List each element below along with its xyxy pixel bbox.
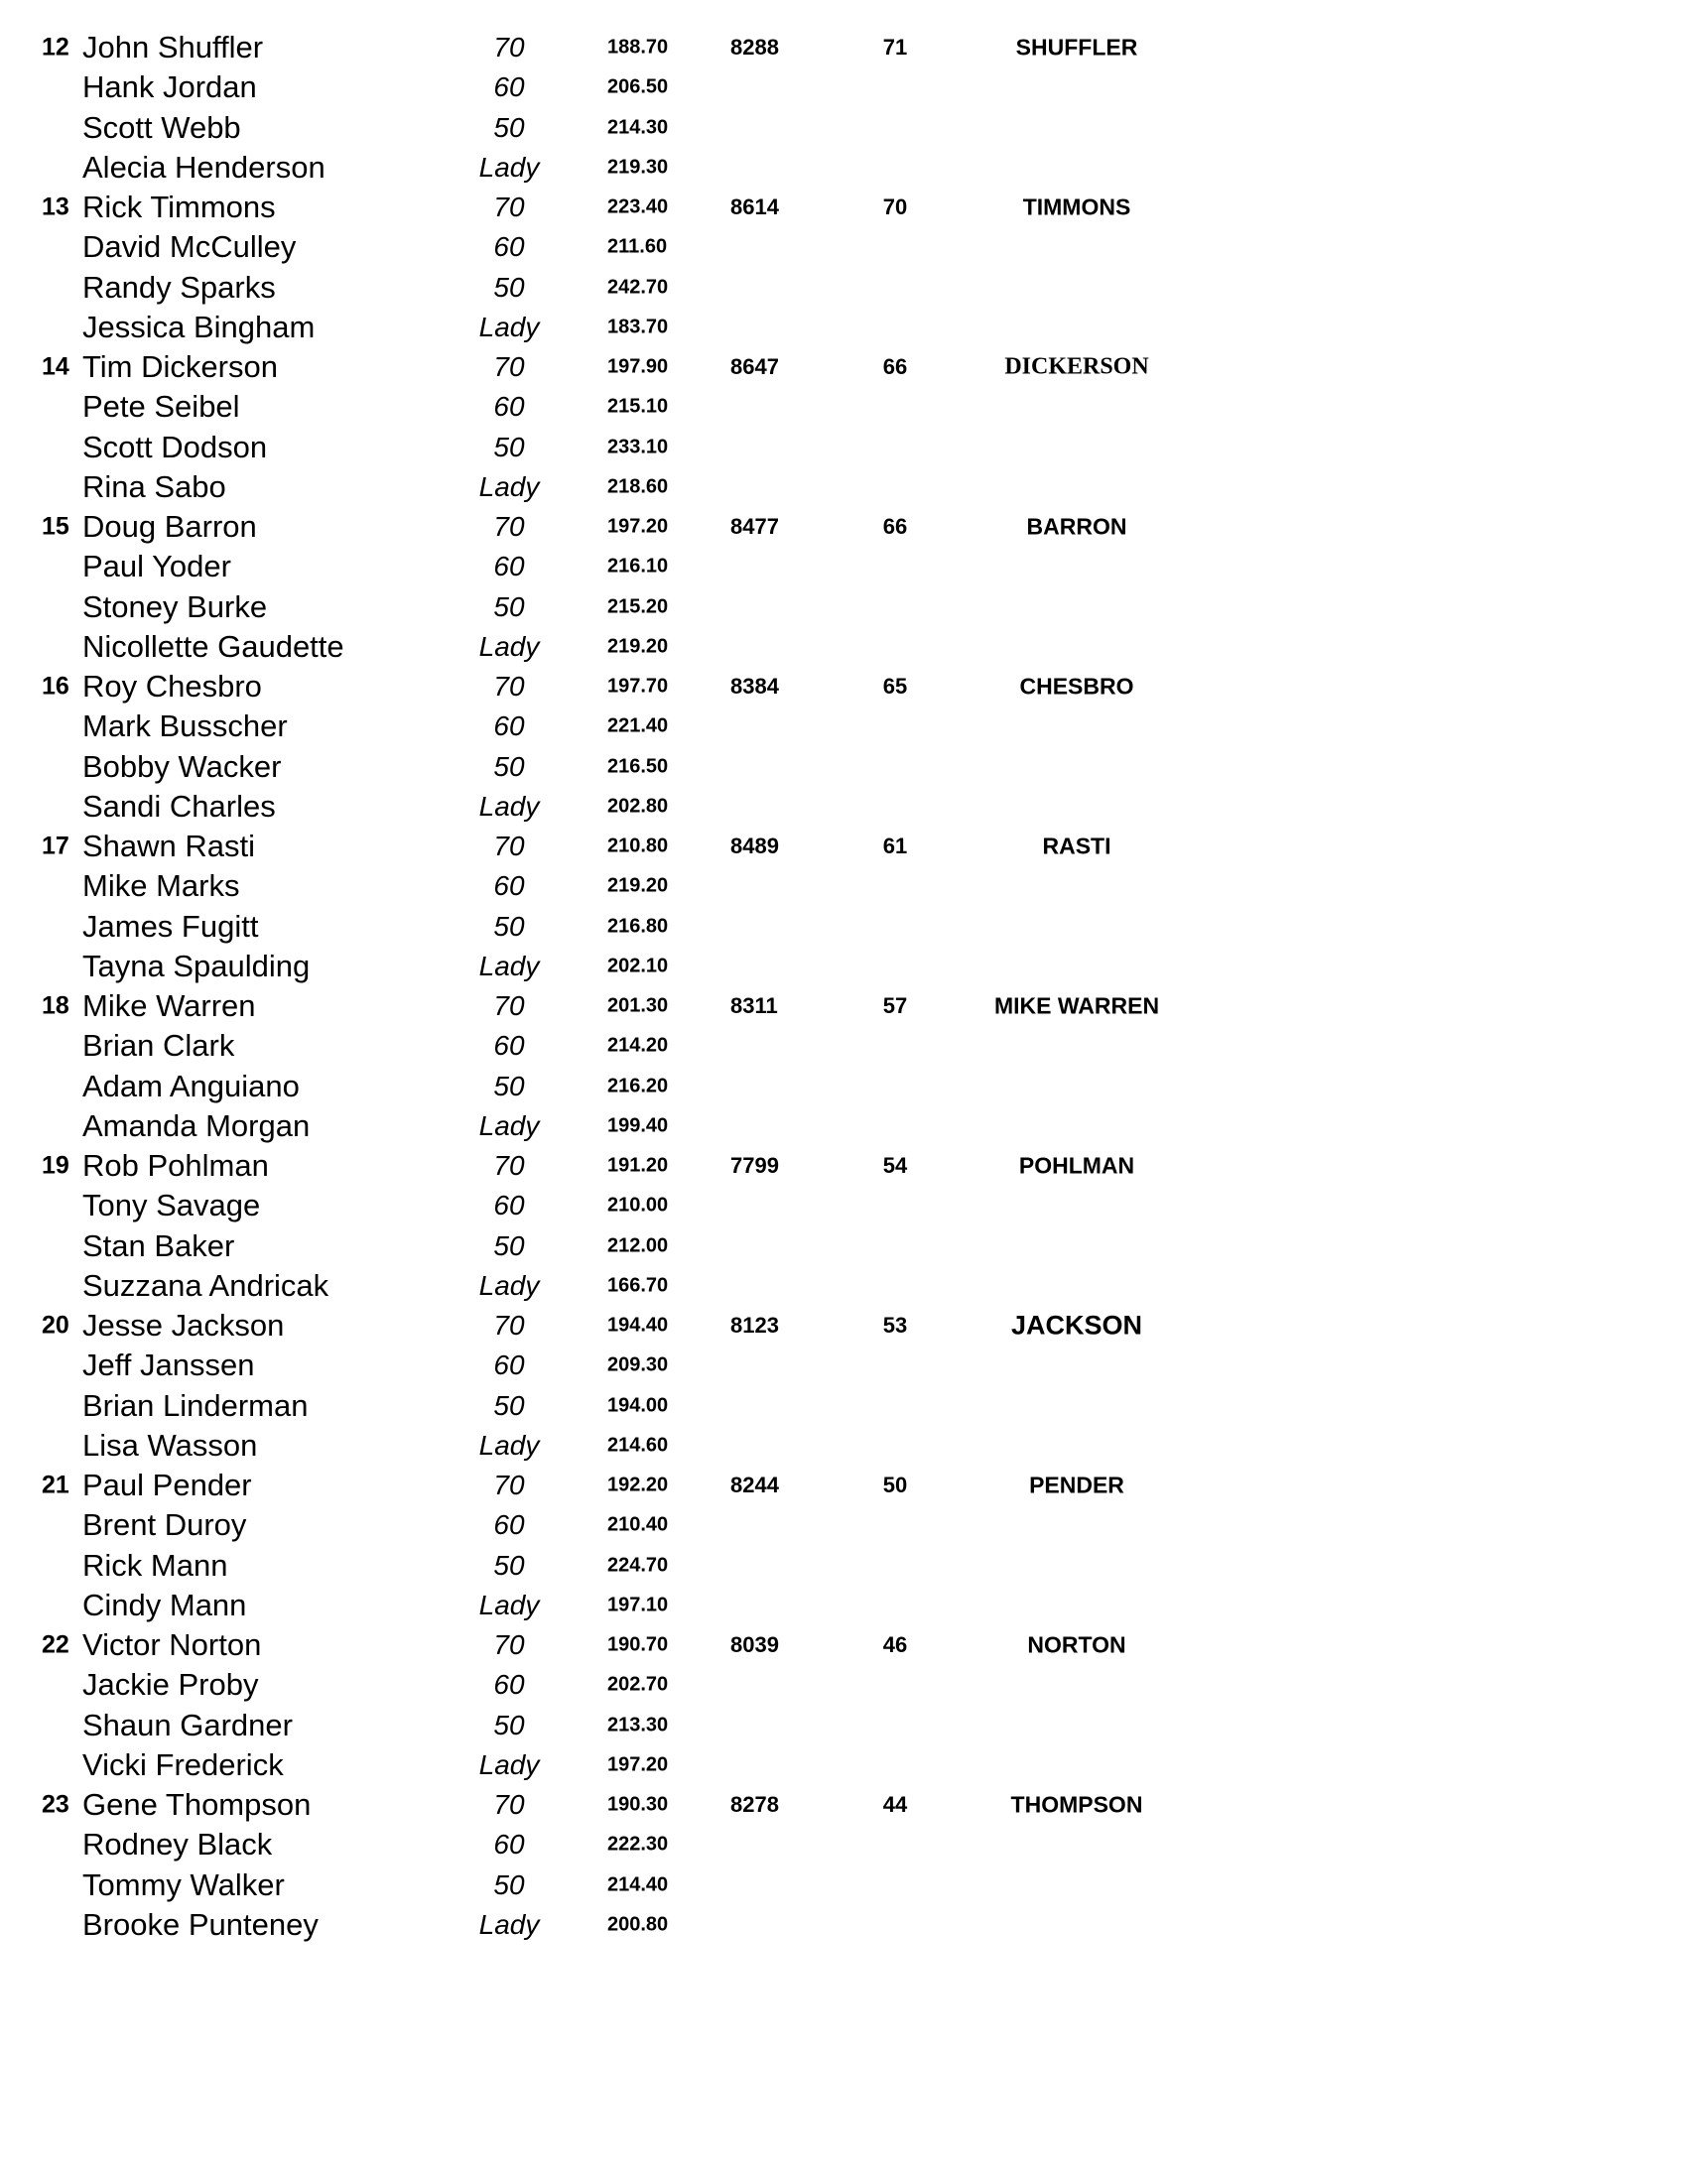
team-member-row [0,428,1687,467]
age-division: 60 [493,1829,525,1861]
age-division: 50 [493,1549,525,1581]
age-division: Lady [478,1429,540,1461]
team-total-pins: 8647 [730,354,779,380]
team-block [0,1306,1687,1466]
age-division: 70 [493,1310,525,1342]
bowler-name: Lisa Wasson [82,1427,258,1463]
team-rank: 18 [42,991,69,1020]
team-rank: 16 [42,672,69,701]
team-rank: 15 [42,512,69,541]
team-points: 50 [882,1473,908,1498]
bowler-average: 199.40 [607,1114,669,1137]
age-division: 60 [493,71,525,103]
age-division: Lady [478,630,540,662]
team-lead-row [0,667,1687,707]
team-lead-row [0,28,1687,67]
age-division: Lady [478,1109,540,1141]
bowler-name: Tony Savage [82,1188,261,1223]
team-block [0,28,1687,188]
age-division: 60 [493,1349,525,1381]
age-division: 60 [493,1669,525,1701]
team-block [0,1625,1687,1785]
team-member-row [0,1706,1687,1745]
bowler-name: John Shuffler [82,30,264,65]
age-division: Lady [478,311,540,342]
team-total-pins: 8311 [730,993,778,1019]
team-points: 66 [882,514,908,540]
bowler-name: Rodney Black [82,1827,273,1863]
team-member-row [0,1905,1687,1945]
team-member-row [0,1546,1687,1586]
bowler-name: Tommy Walker [82,1866,285,1902]
bowler-name: Mike Marks [82,868,240,904]
age-division: 70 [493,351,525,383]
team-member-row [0,1346,1687,1385]
age-division: 70 [493,32,525,64]
team-member-row [0,308,1687,347]
team-name: PENDER [1029,1472,1124,1498]
age-division: Lady [478,1589,540,1620]
team-member-row [0,907,1687,947]
team-total-pins: 8278 [730,1792,779,1818]
age-division: 50 [493,750,525,782]
team-points: 71 [882,35,908,61]
team-total-pins: 7799 [730,1153,779,1179]
team-lead-row [0,1625,1687,1665]
age-division: 60 [493,1030,525,1062]
team-member-row [0,866,1687,906]
bowler-average: 197.20 [607,1753,669,1776]
bowler-name: Cindy Mann [82,1587,247,1622]
team-total-pins: 8123 [730,1313,779,1339]
bowler-average: 166.70 [607,1274,669,1297]
team-lead-row [0,1306,1687,1346]
team-block [0,347,1687,507]
bowler-name: Alecia Henderson [82,149,325,185]
bowler-average: 190.30 [607,1793,669,1816]
bowler-name: Gene Thompson [82,1787,312,1823]
age-division: Lady [478,1748,540,1780]
age-division: 70 [493,1789,525,1821]
bowler-average: 191.20 [607,1154,669,1177]
team-member-row [0,227,1687,267]
team-rank: 13 [42,193,69,221]
team-block [0,507,1687,667]
team-total-pins: 8477 [730,514,779,540]
team-lead-row [0,986,1687,1026]
bowler-name: Shaun Gardner [82,1707,293,1742]
bowler-name: Nicollette Gaudette [82,628,344,664]
bowler-average: 201.30 [607,994,669,1017]
bowler-average: 223.40 [607,195,669,218]
team-member-row [0,1106,1687,1146]
team-total-pins: 8244 [730,1473,779,1498]
age-division: Lady [478,470,540,502]
bowler-name: Shawn Rasti [82,829,256,864]
team-lead-row [0,827,1687,866]
bowler-name: Victor Norton [82,1627,262,1663]
team-points: 53 [882,1313,908,1339]
bowler-average: 221.40 [607,714,669,737]
bowler-name: Adam Anguiano [82,1068,300,1103]
team-member-row [0,1665,1687,1705]
bowler-name: Stoney Burke [82,588,268,624]
team-member-row [0,547,1687,586]
bowler-name: Rick Timmons [82,190,276,225]
bowler-name: Mark Busscher [82,708,288,744]
team-member-row [0,1386,1687,1426]
team-name: BARRON [1026,513,1127,540]
bowler-average: 210.00 [607,1194,669,1217]
team-name: TIMMONS [1022,193,1131,220]
age-division: 50 [493,431,525,462]
age-division: 50 [493,111,525,143]
team-total-pins: 8039 [730,1632,779,1658]
team-name: MIKE WARREN [993,992,1160,1019]
team-points: 57 [882,993,908,1019]
team-rank: 19 [42,1151,69,1180]
bowler-average: 194.40 [607,1314,669,1337]
age-division: 60 [493,1190,525,1221]
team-lead-row [0,1146,1687,1186]
bowler-average: 214.20 [607,1034,669,1057]
bowler-average: 192.20 [607,1474,669,1496]
bowler-name: Rob Pohlman [82,1148,269,1184]
bowler-name: Rina Sabo [82,468,226,504]
bowler-average: 202.10 [607,955,669,977]
team-name: NORTON [1027,1631,1126,1658]
bowler-average: 183.70 [607,316,669,338]
team-member-row [0,627,1687,667]
team-block [0,667,1687,827]
age-division: 60 [493,710,525,742]
team-member-row [0,707,1687,746]
team-lead-row [0,347,1687,387]
age-division: 70 [493,1629,525,1661]
bowler-average: 214.60 [607,1434,669,1457]
team-member-row [0,1226,1687,1266]
bowler-name: Randy Sparks [82,269,276,305]
team-member-row [0,1505,1687,1545]
age-division: 50 [493,1389,525,1421]
age-division: Lady [478,1908,540,1940]
age-division: 50 [493,1070,525,1101]
team-points: 61 [882,834,908,859]
team-member-row [0,1186,1687,1225]
bowler-name: Mike Warren [82,988,256,1024]
team-total-pins: 8489 [730,834,779,859]
age-division: 50 [493,910,525,942]
age-division: 60 [493,1509,525,1541]
bowler-average: 202.80 [607,795,669,818]
team-rank: 22 [42,1630,69,1659]
bowler-average: 209.30 [607,1353,669,1376]
bowler-name: Brooke Punteney [82,1906,319,1942]
team-member-row [0,1745,1687,1785]
team-block [0,1146,1687,1306]
bowler-name: Suzzana Andricak [82,1267,329,1303]
bowler-average: 219.20 [607,874,669,897]
bowler-name: Paul Yoder [82,549,231,584]
bowler-average: 216.80 [607,915,669,938]
team-member-row [0,1865,1687,1905]
bowler-average: 218.60 [607,475,669,498]
bowler-average: 216.10 [607,555,669,578]
bowler-name: Paul Pender [82,1468,252,1503]
team-block [0,188,1687,347]
age-division: 50 [493,1229,525,1261]
bowler-name: Hank Jordan [82,69,257,105]
age-division: 70 [493,192,525,223]
team-member-row [0,387,1687,427]
team-member-row [0,747,1687,787]
team-member-row [0,1825,1687,1864]
bowler-average: 197.20 [607,515,669,538]
team-member-row [0,268,1687,308]
age-division: 50 [493,1868,525,1900]
team-total-pins: 8288 [730,35,779,61]
team-member-row [0,1026,1687,1066]
bowler-average: 216.20 [607,1075,669,1097]
bowler-average: 202.70 [607,1673,669,1696]
bowler-name: Jeff Janssen [82,1348,255,1383]
age-division: 70 [493,511,525,543]
bowler-name: Jackie Proby [82,1667,259,1703]
age-division: 50 [493,590,525,622]
team-points: 65 [882,674,908,700]
team-member-row [0,467,1687,507]
team-lead-row [0,1466,1687,1505]
bowler-name: Sandi Charles [82,788,276,824]
team-member-row [0,947,1687,986]
bowler-average: 197.10 [607,1594,669,1616]
team-member-row [0,148,1687,188]
team-points: 54 [882,1153,908,1179]
bowler-average: 219.30 [607,156,669,179]
bowler-name: Stan Baker [82,1227,235,1263]
team-member-row [0,67,1687,107]
team-rank: 21 [42,1471,69,1499]
bowler-average: 233.10 [607,436,669,458]
bowler-name: Scott Dodson [82,429,268,464]
bowler-average: 242.70 [607,276,669,299]
age-division: Lady [478,790,540,822]
bowler-average: 213.30 [607,1714,669,1736]
bowler-average: 194.00 [607,1394,669,1417]
bowler-average: 190.70 [607,1633,669,1656]
age-division: 60 [493,391,525,423]
team-name: JACKSON [1010,1310,1143,1341]
bowler-name: Tim Dickerson [82,349,278,385]
team-member-row [0,108,1687,148]
team-name: DICKERSON [1004,353,1149,380]
bowler-average: 214.40 [607,1873,669,1896]
team-lead-row [0,188,1687,227]
bowler-name: Pete Seibel [82,389,240,425]
team-total-pins: 8614 [730,194,779,220]
bowler-average: 214.30 [607,116,669,139]
age-division: 50 [493,271,525,303]
team-member-row [0,1266,1687,1306]
team-block [0,986,1687,1146]
bowler-name: Vicki Frederick [82,1746,284,1782]
bowler-average: 215.10 [607,395,669,418]
team-name: THOMPSON [1010,1791,1143,1818]
bowler-average: 216.50 [607,755,669,778]
bowler-average: 212.00 [607,1234,669,1257]
team-rank: 17 [42,832,69,860]
bowler-name: Brian Linderman [82,1387,309,1423]
bowler-name: James Fugitt [82,908,259,944]
team-results-list [0,28,1687,1945]
team-rank: 12 [42,33,69,62]
team-points: 70 [882,194,908,220]
age-division: 60 [493,231,525,263]
team-block [0,827,1687,986]
team-member-row [0,1067,1687,1106]
team-member-row [0,1586,1687,1625]
bowler-name: David McCulley [82,229,297,265]
bowler-average: 224.70 [607,1554,669,1577]
age-division: Lady [478,950,540,981]
age-division: 70 [493,1470,525,1501]
age-division: 60 [493,870,525,902]
team-total-pins: 8384 [730,674,779,700]
bowler-average: 219.20 [607,635,669,658]
bowler-name: Brent Duroy [82,1507,247,1543]
team-rank: 14 [42,352,69,381]
team-block [0,1785,1687,1945]
age-division: Lady [478,151,540,183]
bowler-name: Bobby Wacker [82,748,282,784]
age-division: Lady [478,1269,540,1301]
team-lead-row [0,1785,1687,1825]
bowler-average: 206.50 [607,75,669,98]
bowler-average: 211.60 [607,235,668,258]
bowler-name: Jesse Jackson [82,1308,285,1344]
team-member-row [0,1426,1687,1466]
team-block [0,1466,1687,1625]
bowler-name: Tayna Spaulding [82,948,311,983]
age-division: 60 [493,551,525,582]
team-rank: 23 [42,1790,69,1819]
team-points: 44 [882,1792,908,1818]
team-lead-row [0,507,1687,547]
bowler-name: Scott Webb [82,109,241,145]
bowler-name: Amanda Morgan [82,1107,311,1143]
bowler-average: 188.70 [607,36,669,59]
bowler-average: 200.80 [607,1913,669,1936]
bowler-average: 222.30 [607,1833,669,1856]
team-rank: 20 [42,1311,69,1340]
bowler-average: 210.40 [607,1513,669,1536]
team-points: 66 [882,354,908,380]
age-division: 50 [493,1709,525,1740]
age-division: 70 [493,671,525,703]
bowler-name: Rick Mann [82,1547,228,1583]
team-points: 46 [882,1632,908,1658]
team-name: SHUFFLER [1015,34,1138,61]
team-name: POHLMAN [1018,1152,1135,1179]
bowler-average: 210.80 [607,835,669,857]
team-member-row [0,787,1687,827]
team-name: CHESBRO [1019,673,1134,700]
bowler-name: Doug Barron [82,509,257,545]
team-member-row [0,587,1687,627]
bowler-name: Roy Chesbro [82,669,262,705]
bowler-name: Brian Clark [82,1028,235,1064]
age-division: 70 [493,1150,525,1182]
bowler-average: 197.70 [607,675,669,698]
bowler-name: Jessica Bingham [82,309,316,344]
bowler-average: 197.90 [607,355,669,378]
age-division: 70 [493,831,525,862]
age-division: 70 [493,990,525,1022]
bowler-average: 215.20 [607,595,669,618]
team-name: RASTI [1042,833,1111,859]
